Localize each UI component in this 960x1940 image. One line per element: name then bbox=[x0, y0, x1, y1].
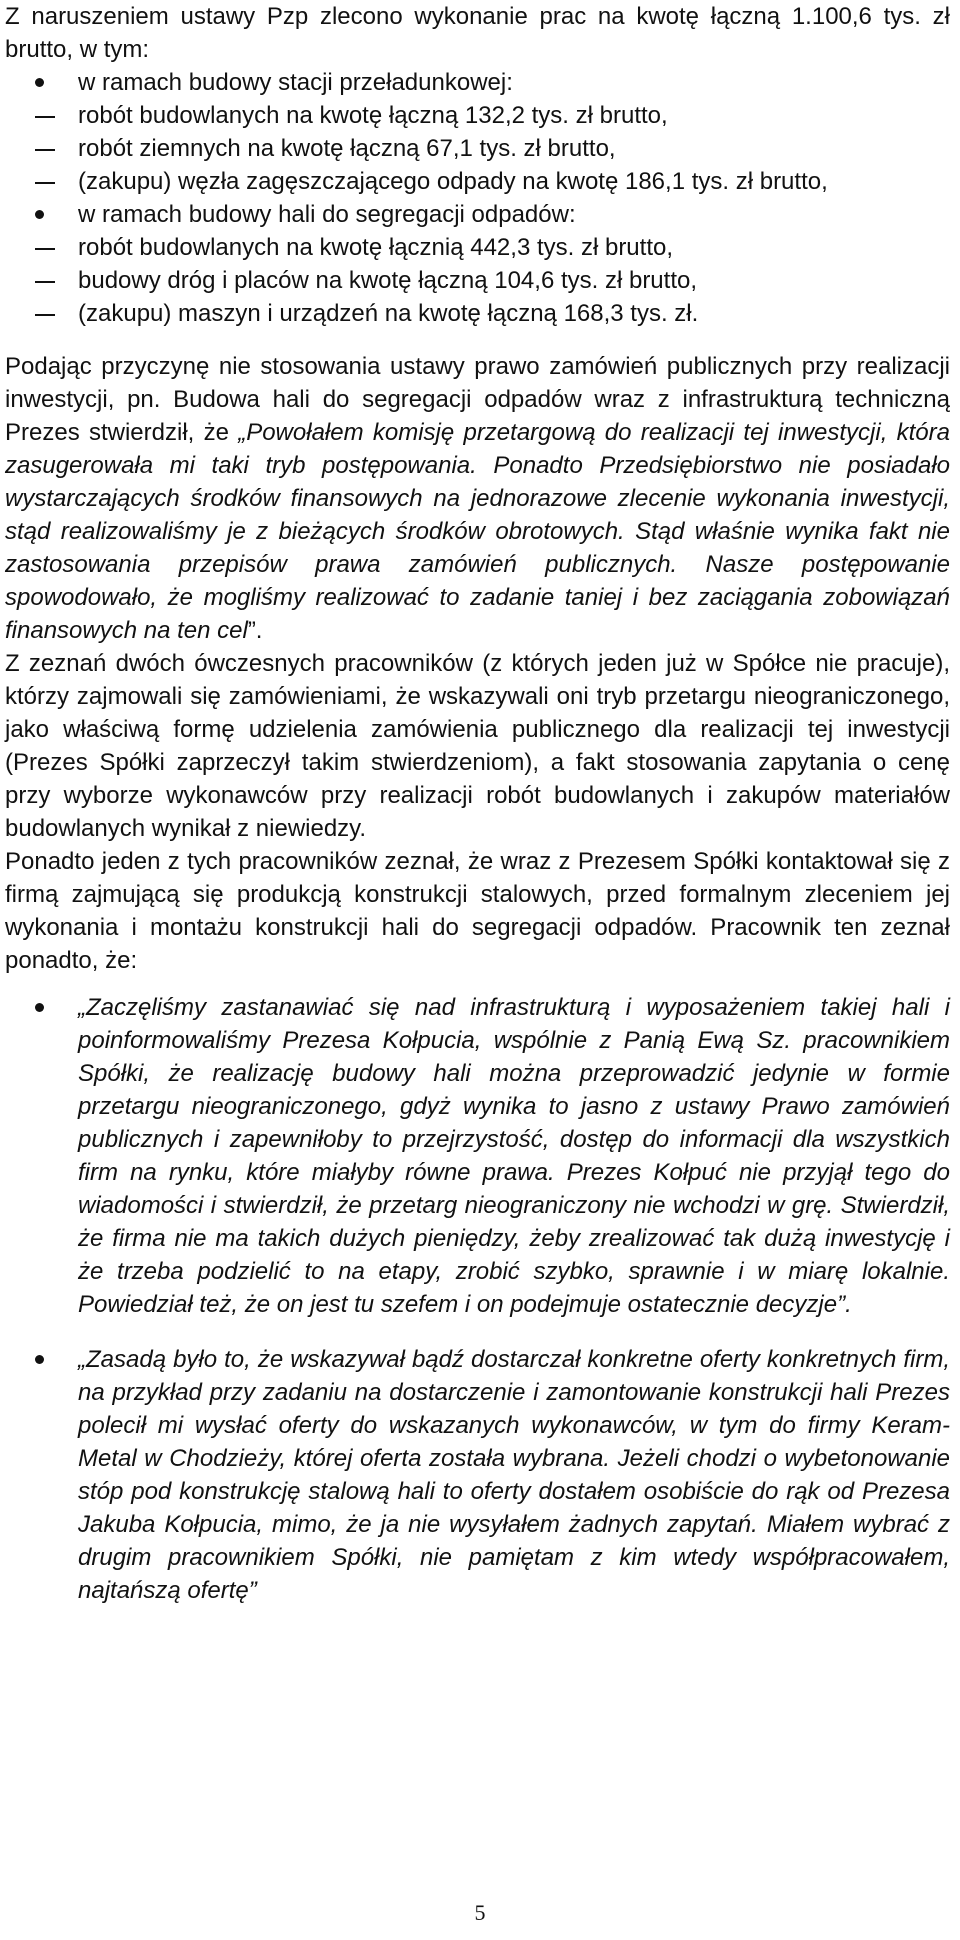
amounts-list bbox=[5, 66, 950, 330]
paragraph-contact: Ponadto jeden z tych pracowników zeznał, że wraz z Prezesem Spółki kontaktował się z firmą zajmującą się produkcją konstrukcji stalowych, przed formalnym zleceniem jej wykonania i montażu konstrukcji hali do segregacji odpadów. Pracownik ten zeznał ponadto, że: bbox=[5, 848, 950, 974]
list-item bbox=[5, 99, 950, 132]
quote-item bbox=[5, 991, 950, 1321]
dash-icon bbox=[35, 99, 57, 132]
bullet-icon bbox=[35, 198, 57, 231]
bullet-icon bbox=[35, 1343, 57, 1376]
quote-text: „Zaczęliśmy zastanawiać się nad infrastrukturą i wyposażeniem takiej hali i poinformowaliśmy Prezesa Kołpucia, wspólnie z Panią Ewą Sz. pracownikiem Spółki, że realizację budowy hali można przeprowadzić jedynie w formie przetargu nieograniczonego, gdyż wynika to jasno z ustawy Prawo zamówień publicznych i zapewniłoby to przejrzystość, dostęp do informacji dla wszystkich firm na rynku, które miałyby równe prawa. Prezes Kołpuć nie przyjął tego do wiadomości i stwierdził, że przetarg nieograniczony nie wchodzi w grę. Stwierdził, że firma nie ma takich dużych pieniędzy, żeby zrealizować tak dużą inwestycję i że trzeba podzielić to na etapy, zrobić szybko, sprawnie i w miarę lokalnie. Powiedział też, że on jest tu szefem i on podejmuje ostatecznie decyzje”. bbox=[78, 994, 950, 1318]
list-item bbox=[5, 132, 950, 165]
list-item-text: w ramach budowy hali do segregacji odpadów: bbox=[78, 201, 576, 228]
list-item bbox=[5, 264, 950, 297]
list-item bbox=[5, 66, 950, 99]
list-item bbox=[5, 198, 950, 231]
page-number: 5 bbox=[474, 1900, 486, 1925]
paragraph-reason bbox=[5, 350, 950, 647]
list-item-text: (zakupu) maszyn i urządzeń na kwotę łączną 168,3 tys. zł. bbox=[78, 300, 699, 327]
intro-paragraph: Z naruszeniem ustawy Pzp zlecono wykonanie prac na kwotę łączną 1.100,6 tys. zł brutto, w tym: bbox=[5, 3, 950, 63]
dash-icon bbox=[35, 132, 57, 165]
paragraph-text: Podając przyczynę nie stosowania ustawy prawo zamówień publicznych przy realizacji inwestycji, pn. Budowa hali do segregacji odpadów wraz z infrastrukturą techniczną Prezes stwierdził, że bbox=[5, 353, 950, 446]
list-item-text: (zakupu) węzła zagęszczającego odpady na kwotę 186,1 tys. zł brutto, bbox=[78, 168, 828, 195]
quote-item bbox=[5, 1343, 950, 1607]
bullet-icon bbox=[35, 991, 57, 1024]
list-item-text: robót budowlanych na kwotę łącznią 442,3 tys. zł brutto, bbox=[78, 234, 674, 261]
quote-text: „Zasadą było to, że wskazywał bądź dostarczał konkretne oferty konkretnych firm, na przykład przy zadaniu na dostarczenie i zamontowanie konstrukcji hali Prezes polecił mi wysłać oferty do wskazanych wykonawców, w tym do firmy Keram-Metal w Chodzieży, której oferta została wybrana. Jeżeli chodzi o wybetonowanie stóp pod konstrukcję stalową hali to oferty dostałem osobiście do rąk od Prezesa Jakuba Kołpucia, mimo, że ja nie wysyłałem żadnych zapytań. Miałem wybrać z drugim pracownikiem Spółki, nie pamiętam z kim wtedy współpracowałem, najtańszą ofertę” bbox=[78, 1346, 950, 1604]
list-item bbox=[5, 165, 950, 198]
quote-text: „Powołałem komisję przetargową do realizacji tej inwestycji, która zasugerowała mi taki tryb postępowania. Ponadto Przedsiębiorstwo nie posiadało wystarczających środków finansowych na jednorazowe zlecenie wykonania inwestycji, stąd realizowaliśmy je z bieżących środków obrotowych. Stąd właśnie wynika fakt nie zastosowania przepisów prawa zamówień publicznych. Nasze postępowanie spowodowało, że mogliśmy realizować to zadanie taniej i bez zaciągania zobowiązań finansowych na ten cel bbox=[5, 419, 950, 644]
list-item-text: budowy dróg i placów na kwotę łączną 104,6 tys. zł brutto, bbox=[78, 267, 698, 294]
list-item bbox=[5, 297, 950, 330]
list-item-text: robót budowlanych na kwotę łączną 132,2 tys. zł brutto, bbox=[78, 102, 668, 129]
list-item bbox=[5, 231, 950, 264]
dash-icon bbox=[35, 297, 57, 330]
quotes-list bbox=[5, 991, 950, 1607]
list-item-text: robót ziemnych na kwotę łączną 67,1 tys. zł brutto, bbox=[78, 135, 616, 162]
paragraph-testimony: Z zeznań dwóch ówczesnych pracowników (z których jeden już w Spółce nie pracuje), którzy zajmowali się zamówieniami, że wskazywali oni tryb przetargu nieograniczonego, jako właściwą formę udzielenia zamówienia publicznego dla realizacji tej inwestycji (Prezes Spółki zaprzeczył takim stwierdzeniom), a fakt stosowania zapytania o cenę przy wyborze wykonawców przy realizacji robót budowlanych i zakupów materiałów budowlanych wynikał z niewiedzy. bbox=[5, 650, 950, 842]
dash-icon bbox=[35, 165, 57, 198]
dash-icon bbox=[35, 264, 57, 297]
document-page bbox=[5, 0, 950, 1629]
paragraph-text: ”. bbox=[247, 617, 263, 644]
bullet-icon bbox=[35, 66, 57, 99]
list-item-text: w ramach budowy stacji przeładunkowej: bbox=[78, 69, 513, 96]
dash-icon bbox=[35, 231, 57, 264]
